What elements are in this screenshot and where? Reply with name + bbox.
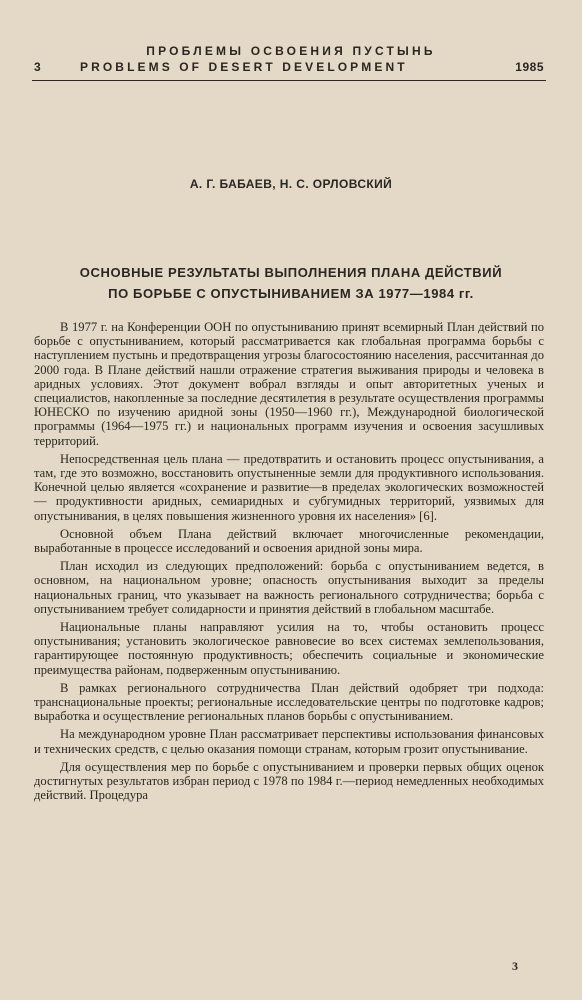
journal-title-ru: ПРОБЛЕМЫ ОСВОЕНИЯ ПУСТЫНЬ <box>146 44 436 58</box>
title-line-1: ОСНОВНЫЕ РЕЗУЛЬТАТЫ ВЫПОЛНЕНИЯ ПЛАНА ДЕЙСТВИЙ <box>79 265 503 280</box>
article-authors: А. Г. БАБАЕВ, Н. С. ОРЛОВСКИЙ <box>189 177 393 191</box>
paragraph: Для осуществления мер по борьбе с опустыниванием и проверки первых общих оценок достигнутых результатов избран период с 1978 по 1984 г.—период немедленных необходимых действий. Процедура <box>34 759 544 803</box>
paragraph: План исходил из следующих предположений: борьба с опустыниванием ведется, в основном, на национальном уровне; опасность опустынивания выходит за пределы национальных границ, что указывает на важность регионального сотрудничества; борьба с опустыниванием требует солидарности и принятия действий в глобальном масштабе. <box>34 559 544 616</box>
paragraph: В рамках регионального сотрудничества План действий одобряет три подхода: транснациональные проекты; региональные исследовательские центры по подготовке кадров; выработка и осуществление региональных планов борьбы с опустыниванием. <box>34 680 544 724</box>
journal-title-en: PROBLEMS OF DESERT DEVELOPMENT <box>80 60 408 74</box>
paragraph: Основной объем Плана действий включает многочисленные рекомендации, выработанные в процессе исследований и освоения аридной зоны мира. <box>34 526 544 556</box>
article-body <box>34 320 544 807</box>
paragraph: В 1977 г. на Конференции ООН по опустыниванию принят всемирный План действий по борьбе с опустыниванием, который рассматривается как глобальная программа борьбы с наступлением пустынь и предотвращения угрозы благосостоянию населения, рассчитанная до 2000 года. В Плане действий нашли отражение стратегия выживания природы и человека в аридных условиях. Этот документ вобрал взгляды и опыт авторитетных ученых и специалистов, накопленные за последние десятилетия в результате осуществления программы ЮНЕСКО по изучению аридной зоны (1950—1960 гг.), Международной биологической программы (1964—1975 гг.) и национальных программ изучения и освоения засушливых территорий. <box>34 320 544 448</box>
running-header <box>34 60 544 76</box>
issue-year: 1985 <box>515 60 544 74</box>
article-title <box>30 262 552 304</box>
title-line-2: ПО БОРЬБЕ С ОПУСТЫНИВАНИЕМ ЗА 1977—1984 гг. <box>108 286 474 301</box>
paragraph: На международном уровне План рассматривает перспективы использования финансовых и технических средств, с целью оказания помощи странам, которым грозит опустынивание. <box>34 727 544 756</box>
paragraph: Непосредственная цель плана — предотвратить и остановить процесс опустынивания, а там, где это возможно, восстановить опустыненные земли для продуктивного использования. Конечной целью является «сохранение и развитие—в пределах экологических возможностей — продуктивности аридных, семиаридных и субгумидных территорий, уязвимых для опустынивания, в целях повышения жизненного уровня их населения» [6]. <box>34 451 544 523</box>
issue-number: 3 <box>34 60 41 74</box>
page-number: 3 <box>512 959 518 973</box>
header-divider <box>32 80 546 81</box>
paragraph: Национальные планы направляют усилия на то, чтобы остановить процесс опустынивания; установить экологическое равновесие во всех системах землепользования, гарантирующее постоянную продуктивность; обеспечить социальные и экономические преимущества районам, подверженным опустыниванию. <box>34 620 544 677</box>
